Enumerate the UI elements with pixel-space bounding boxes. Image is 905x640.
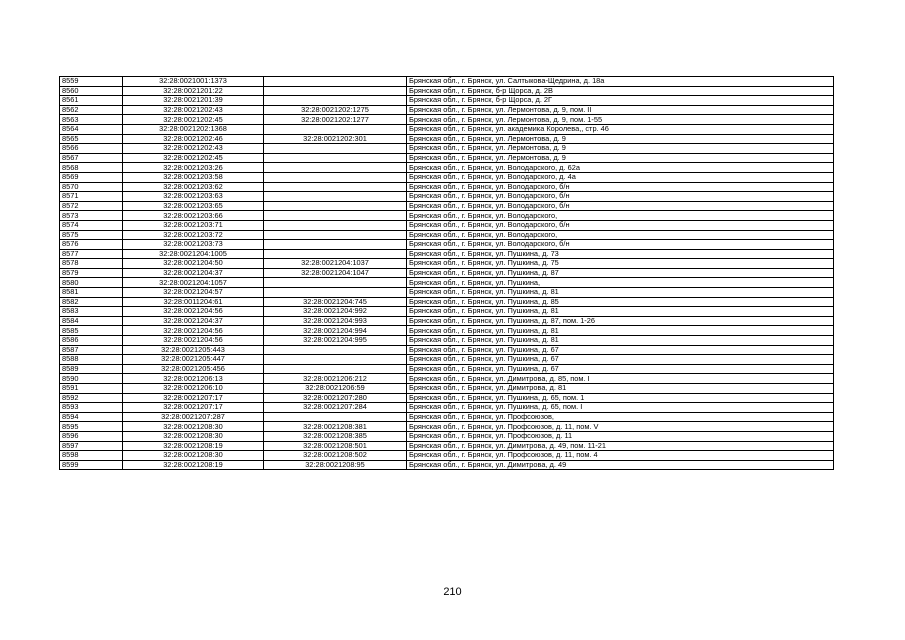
premises-cadastral-number-cell [264,355,407,365]
premises-cadastral-number-cell: 32:28:0021202:301 [264,134,407,144]
table-row [60,192,834,202]
row-number-cell: 8580 [60,278,123,288]
premises-cadastral-number-cell [264,211,407,221]
address-cell: Брянская обл., г. Брянск, ул. Володарского, [407,211,834,221]
cadastral-number-cell: 32:28:0021208:19 [123,441,264,451]
table-row [60,124,834,134]
registry-table-body [60,77,834,470]
row-number-cell: 8585 [60,326,123,336]
row-number-cell: 8592 [60,393,123,403]
address-cell: Брянская обл., г. Брянск, ул. Димитрова, д. 81 [407,384,834,394]
table-row [60,288,834,298]
premises-cadastral-number-cell: 32:28:0021202:1275 [264,105,407,115]
address-cell: Брянская обл., г. Брянск, ул. Пушкина, д. 67 [407,364,834,374]
address-cell: Брянская обл., г. Брянск, ул. Пушкина, д. 65, пом. I [407,403,834,413]
cadastral-number-cell: 32:28:0021202:45 [123,115,264,125]
address-cell: Брянская обл., г. Брянск, ул. Лермонтова, д. 9 [407,153,834,163]
address-cell: Брянская обл., г. Брянск, ул. Пушкина, д. 87 [407,268,834,278]
address-cell: Брянская обл., г. Брянск, ул. Димитрова, д. 49, пом. 11-21 [407,441,834,451]
premises-cadastral-number-cell: 32:28:0021208:95 [264,460,407,470]
cadastral-number-cell: 32:28:0021204:37 [123,268,264,278]
address-cell: Брянская обл., г. Брянск, ул. Пушкина, д. 85 [407,297,834,307]
table-row [60,364,834,374]
cadastral-number-cell: 32:28:0021205:456 [123,364,264,374]
table-row [60,431,834,441]
premises-cadastral-number-cell: 32:28:0021206:212 [264,374,407,384]
address-cell: Брянская обл., г. Брянск, ул. Профсоюзов, д. 11, пом. V [407,422,834,432]
table-row [60,278,834,288]
premises-cadastral-number-cell [264,86,407,96]
row-number-cell: 8569 [60,172,123,182]
table-row [60,105,834,115]
cadastral-number-cell: 32:28:0021203:73 [123,240,264,250]
registry-table [59,76,834,470]
table-row [60,316,834,326]
row-number-cell: 8596 [60,431,123,441]
premises-cadastral-number-cell: 32:28:0021208:381 [264,422,407,432]
table-row [60,307,834,317]
address-cell: Брянская обл., г. Брянск, ул. Лермонтова, д. 9 [407,144,834,154]
cadastral-number-cell: 32:28:0021203:66 [123,211,264,221]
premises-cadastral-number-cell [264,124,407,134]
address-cell: Брянская обл., г. Брянск, ул. Пушкина, д. 73 [407,249,834,259]
table-row [60,134,834,144]
address-cell: Брянская обл., г. Брянск, ул. Володарского, б/н [407,220,834,230]
table-row [60,153,834,163]
cadastral-number-cell: 32:28:0011204:61 [123,297,264,307]
cadastral-number-cell: 32:28:0021208:30 [123,431,264,441]
address-cell: Брянская обл., г. Брянск, ул. Салтыкова-Щедрина, д. 18а [407,77,834,87]
cadastral-number-cell: 32:28:0021204:56 [123,326,264,336]
table-row [60,259,834,269]
table-row [60,336,834,346]
cadastral-number-cell: 32:28:0021204:37 [123,316,264,326]
cadastral-number-cell: 32:28:0021202:45 [123,153,264,163]
premises-cadastral-number-cell [264,144,407,154]
cadastral-number-cell: 32:28:0021001:1373 [123,77,264,87]
table-row [60,384,834,394]
premises-cadastral-number-cell [264,345,407,355]
row-number-cell: 8565 [60,134,123,144]
address-cell: Брянская обл., г. Брянск, ул. Володарского, [407,230,834,240]
address-cell: Брянская обл., г. Брянск, б-р Щорса, д. 2В [407,86,834,96]
row-number-cell: 8577 [60,249,123,259]
address-cell: Брянская обл., г. Брянск, ул. Володарского, д. 4а [407,172,834,182]
table-row [60,211,834,221]
row-number-cell: 8594 [60,412,123,422]
table-row [60,422,834,432]
address-cell: Брянская обл., г. Брянск, ул. Пушкина, [407,278,834,288]
address-cell: Брянская обл., г. Брянск, ул. Володарского, б/н [407,192,834,202]
table-row [60,451,834,461]
cadastral-number-cell: 32:28:0021203:26 [123,163,264,173]
premises-cadastral-number-cell: 32:28:0021204:745 [264,297,407,307]
premises-cadastral-number-cell: 32:28:0021204:992 [264,307,407,317]
cadastral-number-cell: 32:28:0021203:71 [123,220,264,230]
cadastral-number-cell: 32:28:0021204:56 [123,336,264,346]
address-cell: Брянская обл., г. Брянск, ул. Димитрова, д. 85, пом. I [407,374,834,384]
premises-cadastral-number-cell: 32:28:0021207:284 [264,403,407,413]
address-cell: Брянская обл., г. Брянск, ул. Пушкина, д. 81 [407,326,834,336]
cadastral-number-cell: 32:28:0021203:62 [123,182,264,192]
row-number-cell: 8590 [60,374,123,384]
premises-cadastral-number-cell: 32:28:0021204:995 [264,336,407,346]
row-number-cell: 8599 [60,460,123,470]
premises-cadastral-number-cell: 32:28:0021208:385 [264,431,407,441]
address-cell: Брянская обл., г. Брянск, ул. Лермонтова, д. 9 [407,134,834,144]
cadastral-number-cell: 32:28:0021204:56 [123,307,264,317]
cadastral-number-cell: 32:28:0021206:13 [123,374,264,384]
cadastral-number-cell: 32:28:0021205:443 [123,345,264,355]
table-row [60,268,834,278]
row-number-cell: 8582 [60,297,123,307]
premises-cadastral-number-cell [264,278,407,288]
row-number-cell: 8591 [60,384,123,394]
table-row [60,393,834,403]
cadastral-number-cell: 32:28:0021207:17 [123,393,264,403]
address-cell: Брянская обл., г. Брянск, ул. академика Королева,, стр. 46 [407,124,834,134]
address-cell: Брянская обл., г. Брянск, ул. Пушкина, д. 65, пом. 1 [407,393,834,403]
row-number-cell: 8561 [60,96,123,106]
address-cell: Брянская обл., г. Брянск, б-р Щорса, д. 2Г [407,96,834,106]
table-row [60,220,834,230]
premises-cadastral-number-cell [264,364,407,374]
row-number-cell: 8581 [60,288,123,298]
row-number-cell: 8593 [60,403,123,413]
cadastral-number-cell: 32:28:0021208:30 [123,422,264,432]
table-row [60,374,834,384]
cadastral-number-cell: 32:28:0021204:50 [123,259,264,269]
premises-cadastral-number-cell [264,240,407,250]
address-cell: Брянская обл., г. Брянск, ул. Пушкина, д. 75 [407,259,834,269]
premises-cadastral-number-cell: 32:28:0021204:1047 [264,268,407,278]
cadastral-number-cell: 32:28:0021206:10 [123,384,264,394]
table-row [60,240,834,250]
row-number-cell: 8571 [60,192,123,202]
row-number-cell: 8575 [60,230,123,240]
cadastral-number-cell: 32:28:0021202:43 [123,144,264,154]
premises-cadastral-number-cell [264,412,407,422]
address-cell: Брянская обл., г. Брянск, ул. Лермонтова, д. 9, пом. II [407,105,834,115]
table-row [60,77,834,87]
premises-cadastral-number-cell [264,163,407,173]
premises-cadastral-number-cell: 32:28:0021206:59 [264,384,407,394]
cadastral-number-cell: 32:28:0021203:58 [123,172,264,182]
row-number-cell: 8589 [60,364,123,374]
premises-cadastral-number-cell: 32:28:0021204:994 [264,326,407,336]
row-number-cell: 8598 [60,451,123,461]
address-cell: Брянская обл., г. Брянск, ул. Димитрова, д. 49 [407,460,834,470]
row-number-cell: 8587 [60,345,123,355]
cadastral-number-cell: 32:28:0021201:22 [123,86,264,96]
table-row [60,144,834,154]
row-number-cell: 8566 [60,144,123,154]
table-row [60,163,834,173]
premises-cadastral-number-cell: 32:28:0021202:1277 [264,115,407,125]
cadastral-number-cell: 32:28:0021207:287 [123,412,264,422]
cadastral-number-cell: 32:28:0021201:39 [123,96,264,106]
row-number-cell: 8559 [60,77,123,87]
cadastral-number-cell: 32:28:0021203:63 [123,192,264,202]
table-row [60,201,834,211]
address-cell: Брянская обл., г. Брянск, ул. Пушкина, д. 87, пом. 1-26 [407,316,834,326]
address-cell: Брянская обл., г. Брянск, ул. Володарского, д. 62а [407,163,834,173]
row-number-cell: 8586 [60,336,123,346]
cadastral-number-cell: 32:28:0021208:19 [123,460,264,470]
row-number-cell: 8595 [60,422,123,432]
table-row [60,326,834,336]
premises-cadastral-number-cell [264,172,407,182]
row-number-cell: 8597 [60,441,123,451]
premises-cadastral-number-cell: 32:28:0021207:280 [264,393,407,403]
address-cell: Брянская обл., г. Брянск, ул. Володарского, б/н [407,240,834,250]
cadastral-number-cell: 32:28:0021202:43 [123,105,264,115]
cadastral-number-cell: 32:28:0021207:17 [123,403,264,413]
premises-cadastral-number-cell [264,249,407,259]
premises-cadastral-number-cell: 32:28:0021208:502 [264,451,407,461]
cadastral-number-cell: 32:28:0021208:30 [123,451,264,461]
row-number-cell: 8572 [60,201,123,211]
table-row [60,96,834,106]
premises-cadastral-number-cell [264,230,407,240]
address-cell: Брянская обл., г. Брянск, ул. Пушкина, д. 67 [407,345,834,355]
table-row [60,355,834,365]
table-row [60,115,834,125]
table-row [60,86,834,96]
row-number-cell: 8563 [60,115,123,125]
cadastral-number-cell: 32:28:0021205:447 [123,355,264,365]
row-number-cell: 8573 [60,211,123,221]
premises-cadastral-number-cell: 32:28:0021204:993 [264,316,407,326]
table-row [60,441,834,451]
premises-cadastral-number-cell [264,192,407,202]
table-row [60,230,834,240]
row-number-cell: 8574 [60,220,123,230]
table-row [60,249,834,259]
row-number-cell: 8567 [60,153,123,163]
address-cell: Брянская обл., г. Брянск, ул. Пушкина, д. 81 [407,288,834,298]
premises-cadastral-number-cell [264,288,407,298]
address-cell: Брянская обл., г. Брянск, ул. Пушкина, д. 81 [407,307,834,317]
row-number-cell: 8568 [60,163,123,173]
cadastral-number-cell: 32:28:0021204:1057 [123,278,264,288]
row-number-cell: 8576 [60,240,123,250]
row-number-cell: 8588 [60,355,123,365]
address-cell: Брянская обл., г. Брянск, ул. Профсоюзов, д. 11, пом. 4 [407,451,834,461]
premises-cadastral-number-cell: 32:28:0021208:501 [264,441,407,451]
premises-cadastral-number-cell [264,182,407,192]
premises-cadastral-number-cell [264,220,407,230]
address-cell: Брянская обл., г. Брянск, ул. Лермонтова, д. 9, пом. 1-55 [407,115,834,125]
address-cell: Брянская обл., г. Брянск, ул. Володарского, б/н [407,201,834,211]
row-number-cell: 8579 [60,268,123,278]
address-cell: Брянская обл., г. Брянск, ул. Пушкина, д. 67 [407,355,834,365]
premises-cadastral-number-cell: 32:28:0021204:1037 [264,259,407,269]
row-number-cell: 8562 [60,105,123,115]
page-number: 210 [443,586,462,598]
row-number-cell: 8570 [60,182,123,192]
row-number-cell: 8564 [60,124,123,134]
premises-cadastral-number-cell [264,153,407,163]
cadastral-number-cell: 32:28:0021204:1005 [123,249,264,259]
address-cell: Брянская обл., г. Брянск, ул. Володарского, б/н [407,182,834,192]
cadastral-number-cell: 32:28:0021202:46 [123,134,264,144]
table-row [60,403,834,413]
address-cell: Брянская обл., г. Брянск, ул. Пушкина, д. 81 [407,336,834,346]
table-row [60,172,834,182]
row-number-cell: 8583 [60,307,123,317]
premises-cadastral-number-cell [264,201,407,211]
cadastral-number-cell: 32:28:0021203:72 [123,230,264,240]
cadastral-number-cell: 32:28:0021203:65 [123,201,264,211]
address-cell: Брянская обл., г. Брянск, ул. Профсоюзов, [407,412,834,422]
premises-cadastral-number-cell [264,96,407,106]
table-row [60,412,834,422]
row-number-cell: 8584 [60,316,123,326]
table-row [60,345,834,355]
table-row [60,182,834,192]
address-cell: Брянская обл., г. Брянск, ул. Профсоюзов, д. 11 [407,431,834,441]
cadastral-number-cell: 32:28:0021204:57 [123,288,264,298]
premises-cadastral-number-cell [264,77,407,87]
table-row [60,297,834,307]
cadastral-number-cell: 32:28:0021202:1368 [123,124,264,134]
row-number-cell: 8560 [60,86,123,96]
table-row [60,460,834,470]
row-number-cell: 8578 [60,259,123,269]
